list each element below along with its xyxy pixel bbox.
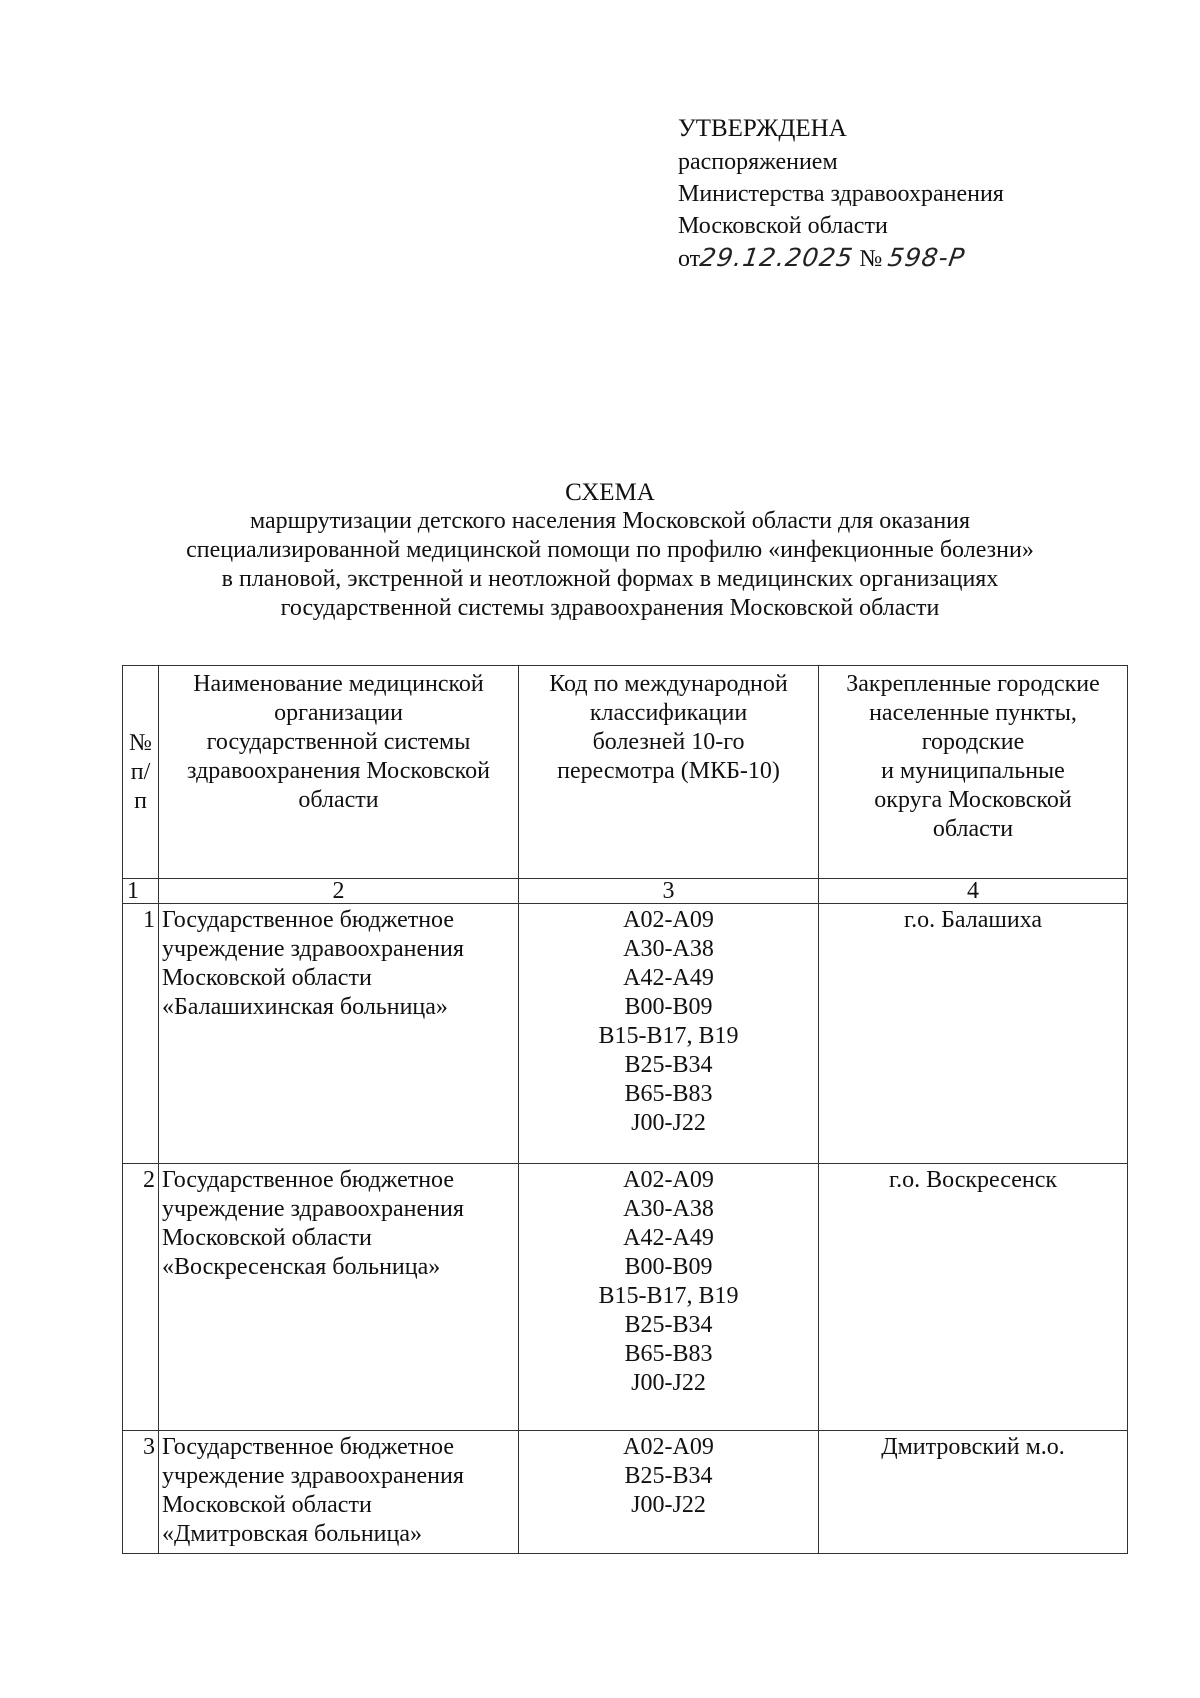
assigned-area: г.о. Балашиха	[819, 904, 1128, 1164]
header-line: округа Московской	[874, 787, 1072, 813]
header-line: Код по международной	[549, 671, 788, 697]
header-code	[519, 666, 819, 879]
icd-code: J00-J22	[631, 1492, 706, 1518]
assigned-area: Дмитровский м.о.	[819, 1431, 1128, 1554]
icd-code: J00-J22	[631, 1370, 706, 1396]
icd-code: В25-В34	[624, 1463, 713, 1489]
org-line: «Воскресенская больница»	[162, 1254, 441, 1280]
document-title	[90, 478, 1130, 623]
row-number: 3	[123, 1431, 159, 1554]
column-number-row	[123, 879, 1128, 904]
table-header-row	[123, 666, 1128, 879]
approval-date-line	[678, 242, 1138, 275]
handwritten-number: 598-Р	[886, 243, 968, 272]
icd-code: В65-В83	[624, 1341, 713, 1367]
table-row	[123, 904, 1128, 1164]
header-line: организации	[274, 700, 403, 726]
header-num	[123, 666, 159, 879]
org-line: «Балашихинская больница»	[162, 994, 448, 1020]
icd-code: В25-В34	[624, 1052, 713, 1078]
column-number: 2	[159, 879, 519, 904]
icd-code: А02-А09	[623, 1434, 714, 1460]
header-line: здравоохранения Московской	[187, 758, 490, 784]
org-line: Московской области	[162, 1225, 372, 1251]
org-line: Государственное бюджетное	[162, 1434, 454, 1460]
icd-code: А30-А38	[623, 1196, 714, 1222]
routing-table	[122, 665, 1128, 1554]
icd-codes	[519, 1431, 819, 1554]
header-line: области	[298, 787, 379, 813]
title-line: в плановой, экстренной и неотложной формах в медицинских организациях	[221, 566, 999, 592]
icd-code: В25-В34	[624, 1312, 713, 1338]
icd-code: В00-В09	[624, 1254, 713, 1280]
org-line: Государственное бюджетное	[162, 1167, 454, 1193]
table-row	[123, 1164, 1128, 1431]
org-line: Московской области	[162, 965, 372, 991]
approval-stamp	[678, 112, 1138, 275]
assigned-area: г.о. Воскресенск	[819, 1164, 1128, 1431]
icd-codes	[519, 904, 819, 1164]
header-org	[159, 666, 519, 879]
row-number: 2	[123, 1164, 159, 1431]
date-prefix: от	[678, 246, 701, 272]
header-line: населенные пункты,	[869, 700, 1077, 726]
org-line: учреждение здравоохранения	[162, 936, 464, 962]
title-line: государственной системы здравоохранения Московской области	[280, 595, 940, 621]
org-name	[159, 1431, 519, 1554]
header-line: государственной системы	[206, 729, 471, 755]
header-line: и муниципальные	[881, 758, 1065, 784]
title-line: специализированной медицинской помощи по профилю «инфекционные болезни»	[186, 537, 1034, 563]
header-line: классификации	[589, 700, 748, 726]
approval-line: Московской области	[678, 213, 888, 239]
header-area	[819, 666, 1128, 879]
header-line: Наименование медицинской	[193, 671, 484, 697]
approval-line: Министерства здравоохранения	[678, 181, 1004, 207]
row-number: 1	[123, 904, 159, 1164]
approval-heading: УТВЕРЖДЕНА	[678, 115, 847, 142]
column-number: 4	[819, 879, 1128, 904]
org-line: учреждение здравоохранения	[162, 1196, 464, 1222]
icd-code: В15-В17, В19	[598, 1283, 739, 1309]
number-prefix: №	[859, 246, 883, 272]
org-line: «Дмитровская больница»	[162, 1521, 423, 1547]
header-line: п/п	[130, 758, 151, 814]
table-row	[123, 1431, 1128, 1554]
org-line: Московской области	[162, 1492, 372, 1518]
column-number: 1	[123, 879, 159, 904]
header-line: Закрепленные городские	[846, 671, 1100, 697]
approval-line: распоряжением	[678, 149, 838, 175]
column-number: 3	[519, 879, 819, 904]
icd-code: А42-А49	[623, 1225, 714, 1251]
icd-code: В00-В09	[624, 994, 713, 1020]
icd-code: А42-А49	[623, 965, 714, 991]
header-line: городские	[921, 729, 1025, 755]
header-line: болезней 10-го	[592, 729, 745, 755]
icd-code: А30-А38	[623, 936, 714, 962]
handwritten-date: 29.12.2025	[698, 243, 856, 272]
icd-code: А02-А09	[623, 1167, 714, 1193]
org-line: учреждение здравоохранения	[162, 1463, 464, 1489]
title-heading: СХЕМА	[565, 479, 655, 506]
header-line: области	[932, 816, 1014, 842]
header-line: пересмотра (МКБ-10)	[557, 758, 780, 784]
icd-code: В15-В17, В19	[598, 1023, 739, 1049]
icd-codes	[519, 1164, 819, 1431]
org-line: Государственное бюджетное	[162, 907, 454, 933]
org-name	[159, 904, 519, 1164]
title-line: маршрутизации детского населения Московской области для оказания	[249, 508, 971, 534]
icd-code: J00-J22	[631, 1110, 706, 1136]
header-line: №	[129, 729, 152, 756]
org-name	[159, 1164, 519, 1431]
icd-code: В65-В83	[624, 1081, 713, 1107]
icd-code: А02-А09	[623, 907, 714, 933]
